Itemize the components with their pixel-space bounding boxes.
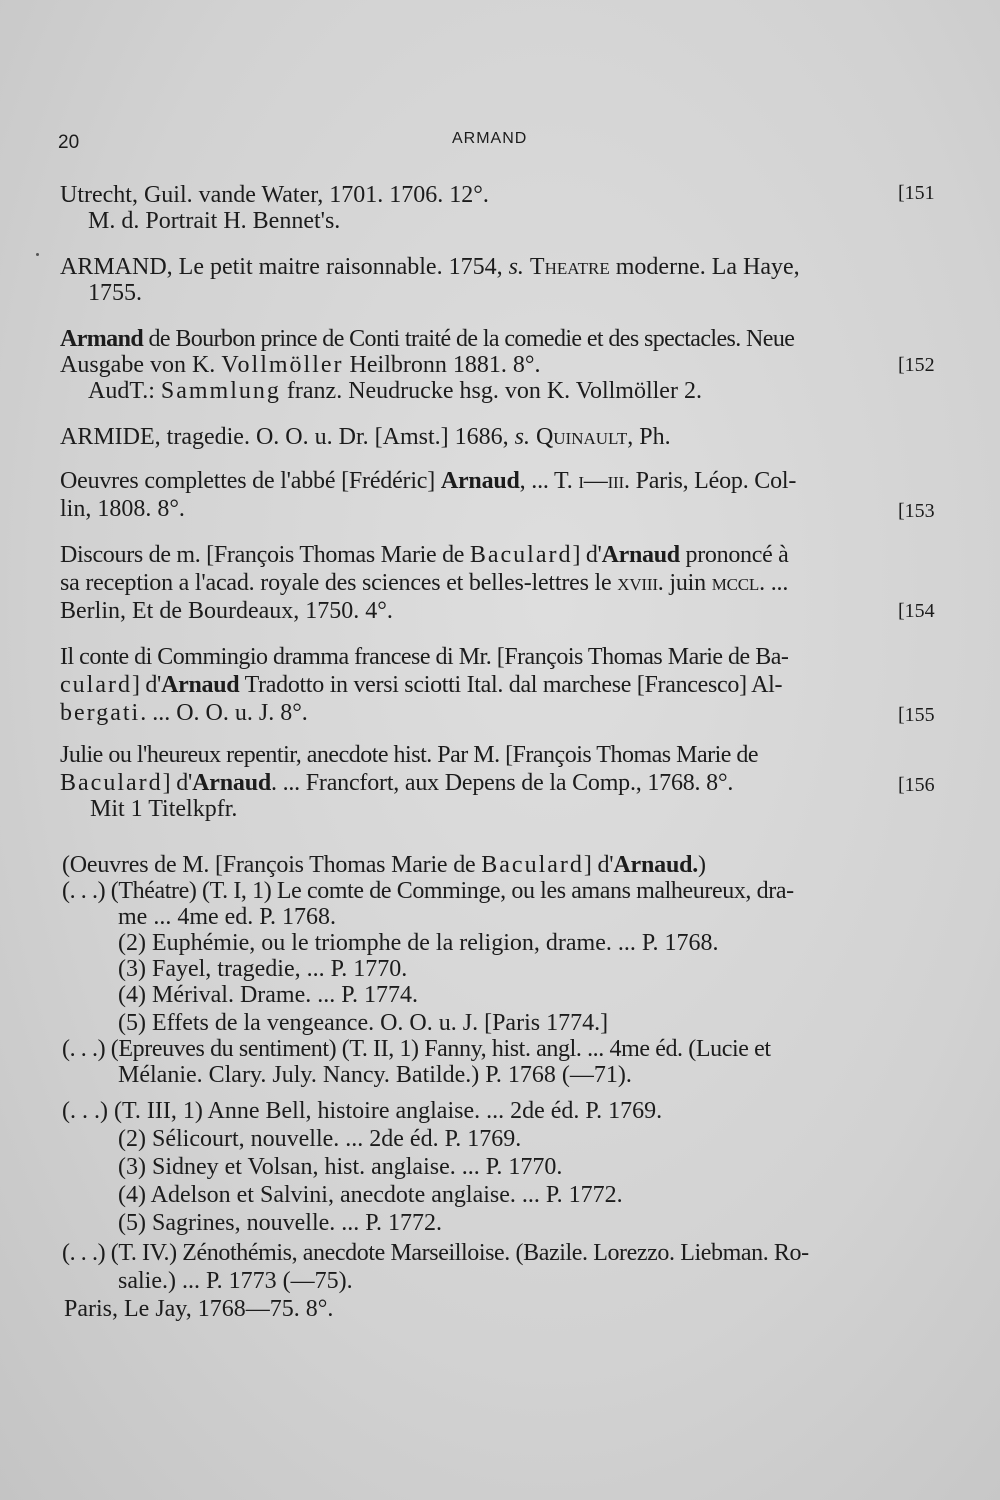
oeuvres-line: (4) Adelson et Salvini, anecdote anglaise. ... P. 1772. — [118, 1182, 623, 1208]
entry-152-ref: [152 — [898, 354, 935, 376]
entry-156-line-2: Baculard] d'Arnaud. ... Francfort, aux Depens de la Comp., 1768. 8°. — [60, 770, 734, 796]
oeuvres-heading: (Oeuvres de M. [François Thomas Marie de Baculard] d'Arnaud.) — [62, 852, 706, 878]
entry-152-line-1: Armand de Bourbon prince de Conti traité de la comedie et des spectacles. Neue — [60, 326, 795, 352]
entry-153-line-2: lin, 1808. 8°. — [60, 496, 185, 522]
oeuvres-line: (4) Mérival. Drame. ... P. 1774. — [118, 982, 418, 1008]
entry-153-ref: [153 — [898, 500, 935, 522]
oeuvres-line: (. . .) (T. III, 1) Anne Bell, histoire anglaise. ... 2de éd. P. 1769. — [62, 1098, 663, 1124]
entry-156-ref: [156 — [898, 774, 935, 796]
entry-154-line-3: Berlin, Et de Bourdeaux, 1750. 4°. — [60, 598, 393, 624]
oeuvres-line: (. . .) (Théatre) (T. I, 1) Le comte de Comminge, ou les amans malheureux, dra- — [62, 878, 794, 904]
oeuvres-line: (3) Fayel, tragedie, ... P. 1770. — [118, 956, 408, 982]
running-title: ARMAND — [452, 130, 528, 147]
entry-154-ref: [154 — [898, 600, 935, 622]
entry-152-line-2: Ausgabe von K. Vollmöller Heilbronn 1881. 8°. — [60, 352, 541, 378]
armand-cross-reference-line-2: 1755. — [88, 280, 142, 306]
entry-152-line-3: AudT.: Sammlung franz. Neudrucke hsg. von K. Vollmöller 2. — [88, 378, 702, 404]
oeuvres-line: me ... 4me ed. P. 1768. — [118, 904, 336, 930]
entry-155-line-2: culard] d'Arnaud Tradotto in versi sciotti Ital. dal marchese [Francesco] Al- — [60, 672, 783, 698]
oeuvres-line: (2) Sélicourt, nouvelle. ... 2de éd. P. 1769. — [118, 1126, 522, 1152]
entry-151-line-2: M. d. Portrait H. Bennet's. — [88, 208, 341, 234]
oeuvres-line: (5) Sagrines, nouvelle. ... P. 1772. — [118, 1210, 442, 1236]
entry-154-line-1: Discours de m. [François Thomas Marie de Baculard] d'Arnaud prononcé à — [60, 542, 789, 568]
oeuvres-line: (. . .) (Epreuves du sentiment) (T. II, 1) Fanny, hist. angl. ... 4me éd. (Lucie et — [62, 1036, 771, 1062]
entry-151-line-1: Utrecht, Guil. vande Water, 1701. 1706. 12°. — [60, 182, 489, 208]
oeuvres-line: (. . .) (T. IV.) Zénothémis, anecdote Marseilloise. (Bazile. Lorezzo. Liebman. Ro- — [62, 1240, 809, 1266]
oeuvres-imprint: Paris, Le Jay, 1768—75. 8°. — [64, 1296, 334, 1322]
entry-154-line-2: sa reception a l'acad. royale des sciences et belles-lettres le xviii. juin mccl. ... — [60, 570, 789, 596]
entry-155-line-3: bergati. ... O. O. u. J. 8°. — [60, 700, 308, 726]
armand-cross-reference-line-1: ARMAND, Le petit maitre raisonnable. 1754, s. Theatre moderne. La Haye, — [60, 254, 800, 280]
oeuvres-line: (3) Sidney et Volsan, hist. anglaise. ... P. 1770. — [118, 1154, 563, 1180]
oeuvres-line: salie.) ... P. 1773 (—75). — [118, 1268, 353, 1294]
entry-151-ref: [151 — [898, 182, 935, 204]
entry-156-line-3: Mit 1 Titelkpfr. — [90, 796, 238, 822]
entry-156-line-1: Julie ou l'heureux repentir, anecdote hist. Par M. [François Thomas Marie de — [60, 742, 759, 768]
entry-155-line-1: Il conte di Commingio dramma francese di Mr. [François Thomas Marie de Ba- — [60, 644, 789, 670]
entry-153-line-1: Oeuvres complettes de l'abbé [Frédéric] Arnaud, ... T. i—iii. Paris, Léop. Col- — [60, 468, 797, 494]
oeuvres-line: Mélanie. Clary. July. Nancy. Batilde.) P. 1768 (—71). — [118, 1062, 632, 1088]
entry-155-ref: [155 — [898, 704, 935, 726]
page-speck — [36, 253, 39, 256]
oeuvres-line: (5) Effets de la vengeance. O. O. u. J. [Paris 1774.] — [118, 1010, 609, 1036]
page-number: 20 — [58, 132, 80, 153]
oeuvres-line: (2) Euphémie, ou le triomphe de la religion, drame. ... P. 1768. — [118, 930, 719, 956]
armide-cross-reference: ARMIDE, tragedie. O. O. u. Dr. [Amst.] 1686, s. Quinault, Ph. — [60, 424, 671, 450]
